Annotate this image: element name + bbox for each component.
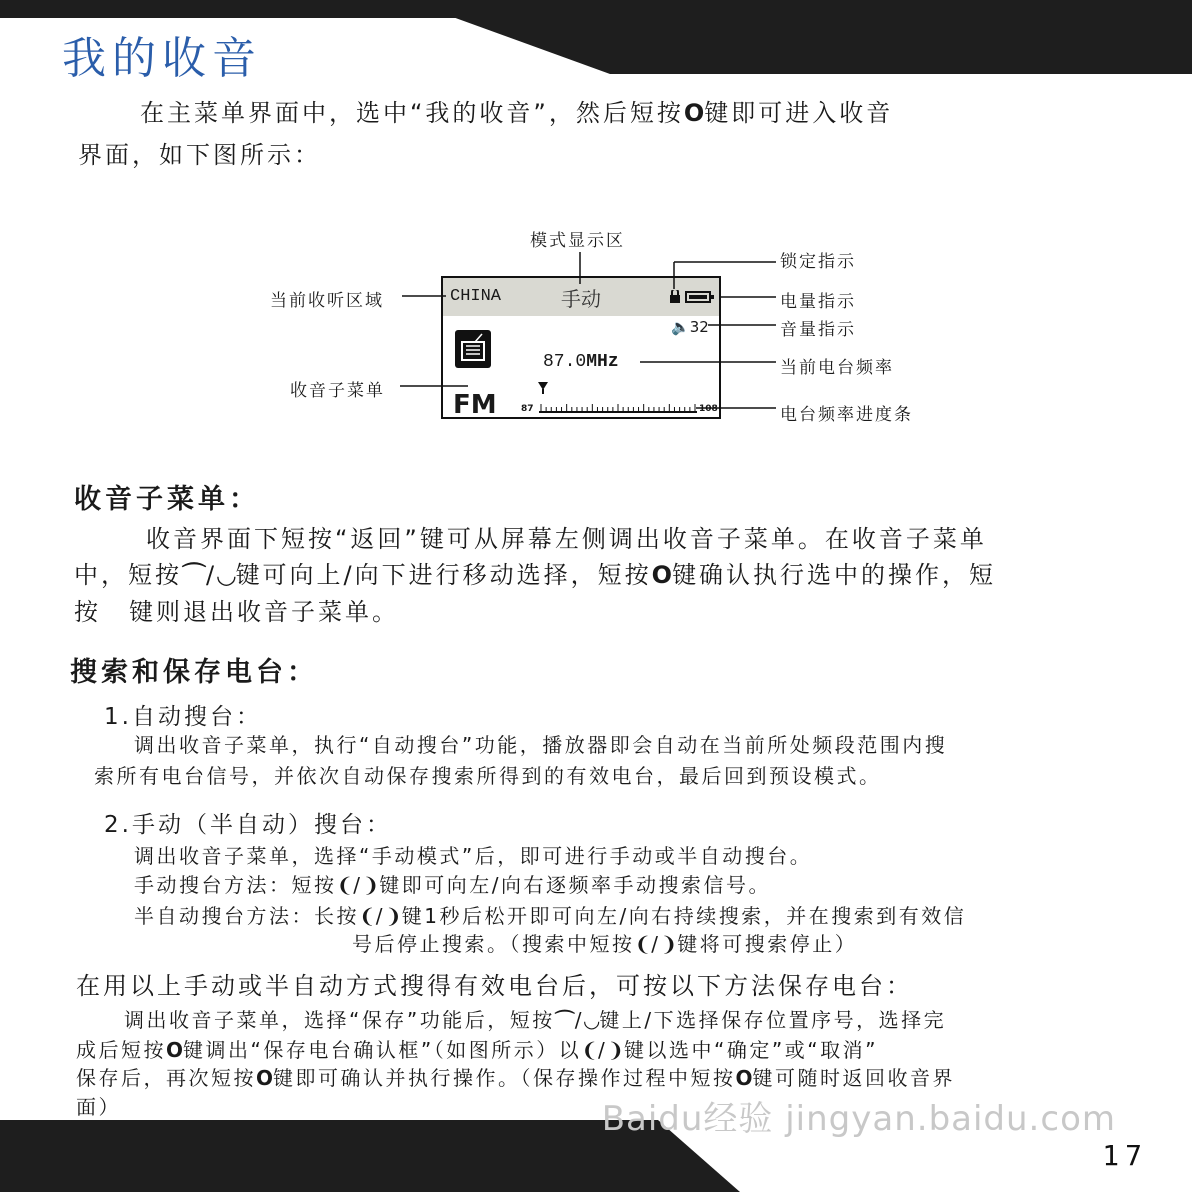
lcd-volume-value: 32 [689,318,709,336]
key-separator: / [375,904,386,928]
key-separator: / [574,1008,584,1032]
auto-line-2: 索所有电台信号，并依次自动保存搜索所得到的有效电台，最后回到预设模式。 [94,764,882,788]
semi-text-c: 号后停止搜索。（搜索中短按 [352,932,635,956]
key-separator: / [353,873,363,897]
left-key-icon: ❨ [359,904,376,928]
lcd-volume: 🔈32 [671,318,709,336]
submenu-text-press: 按 [74,598,101,626]
ok-key-icon: O [651,561,673,589]
up-key-icon: ⌒ [182,561,206,589]
lcd-frequency-value: 87.0 [543,352,587,372]
ok-key-icon: O [735,1066,753,1090]
ok-key-icon: O [166,1038,184,1062]
save-text-f: 保存后，再次短按 [76,1066,256,1090]
save-text-e: 键以选中“确定”或“取消” [624,1038,878,1062]
label-lock: 锁定指示 [780,252,856,272]
save-line-2 [76,1035,878,1066]
manual-text-a: 手动搜台方法：短按 [134,873,337,897]
right-key-icon: ❩ [362,873,380,897]
lcd-frequency-unit: MHz [586,352,619,372]
key-separator: / [206,561,218,589]
left-key-icon: ❨ [634,932,652,956]
label-progress: 电台频率进度条 [780,405,913,425]
save-heading: 在用以上手动或半自动方式搜得有效电台后，可按以下方法保存电台： [76,972,913,1000]
semi-text-a: 半自动搜台方法：长按 [134,904,359,928]
save-text-b: 键上/下选择保存位置序号，选择完 [599,1008,947,1032]
submenu-text-a: 中，短按 [74,561,182,589]
save-text-h: 键可随时返回收音界 [752,1066,956,1090]
submenu-text-c: 键确认执行选中的操作，短 [672,561,997,589]
save-text-c: 成后短按 [76,1038,166,1062]
save-text-g: 键即可确认并执行操作。（保存操作过程中短按 [273,1066,736,1090]
label-submenu: 收音子菜单 [290,381,385,401]
up-key-icon: ⌒ [554,1008,575,1032]
submenu-line-1: 收音界面下短按“返回”键可从屏幕左侧调出收音子菜单。在收音子菜单 [146,525,987,553]
save-text-a: 调出收音子菜单，选择“保存”功能后，短按 [124,1008,555,1032]
intro-text-b: 键即可进入收音 [704,99,894,127]
save-text-d: 键调出“保存电台确认框”（如图所示）以 [183,1038,582,1062]
ok-key-icon: O [256,1066,274,1090]
submenu-heading: 收音子菜单： [74,484,260,515]
manual-search-title: 2.手动（半自动）搜台： [104,812,392,838]
down-key-icon: ◡ [583,1008,600,1032]
auto-search-title: 1.自动搜台： [104,704,262,730]
save-line-4: 面） [76,1095,121,1119]
label-volume: 音量指示 [780,320,856,340]
manual-line-2 [134,870,771,901]
label-frequency: 当前电台频率 [780,358,894,378]
semi-line-2 [352,929,857,960]
scale-min: 87 [521,404,534,414]
lcd-mode: 手动 [561,287,601,311]
scale-max: 108 [699,404,718,414]
submenu-line-3 [74,591,399,633]
watermark: Baidu经验 jingyan.baidu.com [601,1099,1116,1139]
page-title: 我的收音 [62,33,262,84]
label-region: 当前收听区域 [270,291,384,311]
manual-text-b: 键即可向左/向右逐频率手动搜索信号。 [379,873,772,897]
intro-line-2: 界面，如下图所示： [78,141,321,169]
lcd-region: CHINA [450,287,502,306]
submenu-text-b: 键可向上/向下进行移动选择，短按 [235,561,652,589]
submenu-text-exit: 键则退出收音子菜单。 [129,598,399,626]
save-line-1 [124,1005,946,1036]
auto-line-1: 调出收音子菜单，执行“自动搜台”功能，播放器即会自动在当前所处频段范围内搜 [134,733,948,757]
right-key-icon: ❩ [385,904,402,928]
right-key-icon: ❩ [660,932,678,956]
key-separator: / [651,932,661,956]
page-number: 17 [1102,1139,1148,1172]
submenu-line-2 [74,554,996,596]
label-battery: 电量指示 [780,292,856,312]
lcd-band: FM [453,390,497,420]
key-separator: / [598,1038,608,1062]
intro-text-a: 在主菜单界面中，选中“我的收音”，然后短按 [140,99,684,127]
left-key-icon: ❨ [581,1038,599,1062]
left-key-icon: ❨ [336,873,354,897]
search-heading: 搜索和保存电台： [70,657,318,688]
label-mode-area: 模式显示区 [530,231,625,251]
manual-line-1: 调出收音子菜单，选择“手动模式”后，即可进行手动或半自动搜台。 [134,844,813,868]
down-key-icon: ◡ [217,561,236,589]
right-key-icon: ❩ [607,1038,625,1062]
callout-lines [0,0,1192,440]
semi-text-d: 键将可搜索停止） [677,932,858,956]
save-line-3 [76,1063,955,1094]
semi-text-b: 键1秒后松开即可向左/向右持续搜索，并在搜索到有效信 [401,904,967,928]
ok-key-icon: O [683,99,705,127]
semi-line-1 [134,901,966,932]
